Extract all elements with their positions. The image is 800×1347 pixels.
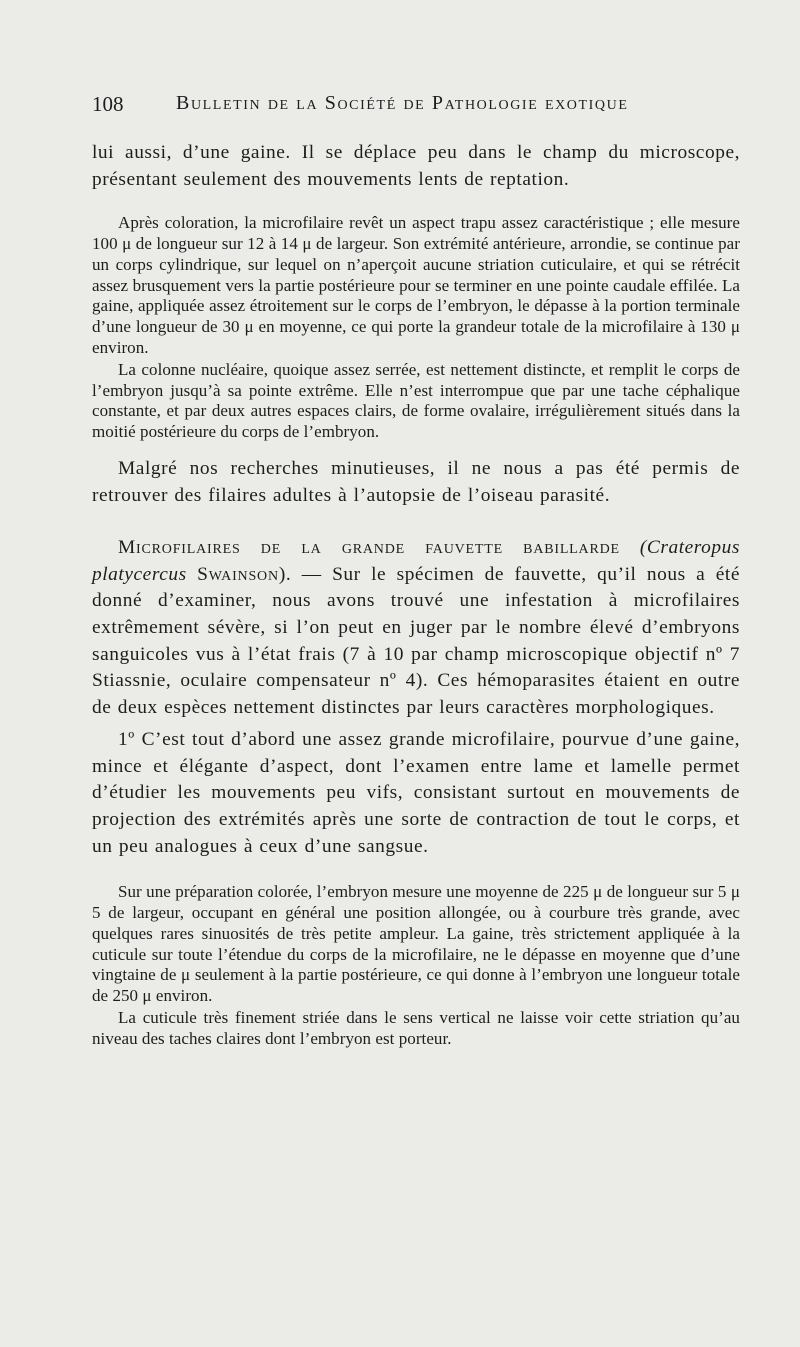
paragraph-7: Sur une préparation colorée, l’embryon mesure une moyenne de 225 μ de longueur sur 5 μ 5 de largeur, occupant en général une position allongée, ou à courbure très grande, avec quelques rares sinuosités de très petite ampleur. La gaine, très strictement appliquée à la cuticule sur toute l’étendue du corps de la microfilaire, ne le dépasse en moyenne que d’une vingtaine de μ seulement à la partie postérieure, ce qui donne à l’embryon une longueur totale de 250 μ environ.	[92, 882, 740, 1006]
paragraph-1: lui aussi, d’une gaine. Il se déplace peu dans le champ du microscope, présentant seulement des mouvements lents de reptation.	[92, 142, 740, 190]
paragraph-5-text: ). — Sur le spécimen de fauvette, qu’il nous a été donné d’examiner, nous avons trouvé une infestation à microfilaires extrêmement sévère, si l’on peut en juger par le nombre élevé d’embryons sanguicoles vus à l’état frais (7 à 10 par champ microscopique objectif nº 7 Stiassnie, oculaire compensateur nº 4). Ces hémoparasites étaient en outre de deux espèces nettement distinctes par leurs caractères morphologiques.	[92, 563, 740, 718]
article-body	[92, 140, 740, 1050]
section-heading: Microfilaires de la grande fauvette babillarde	[118, 537, 620, 559]
running-title: Bulletin de la Société de Pathologie exotique	[176, 92, 629, 114]
paragraph-8: La cuticule très finement striée dans le sens vertical ne laisse voir cette striation qu’au niveau des taches claires dont l’embryon est porteur.	[92, 1008, 740, 1048]
paragraph-6: 1º C’est tout d’abord une assez grande microfilaire, pourvue d’une gaine, mince et élégante d’aspect, dont l’examen entre lame et lamelle permet d’étudier les mouvements peu vifs, consistant surtout en mouvements de projection des extrémités après une sorte de contraction de tout le corps, et un peu analogues à ceux d’une sangsue.	[92, 729, 740, 857]
paragraph-3: La colonne nucléaire, quoique assez serrée, est nettement distincte, et remplit le corps de l’embryon jusqu’à sa pointe extrême. Elle n’est interrompue que par une tache céphalique constante, et par deux autres espaces clairs, de forme ovalaire, irrégulièrement situés dans la moitié postérieure du corps de l’embryon.	[92, 359, 740, 442]
paragraph-4: Malgré nos recherches minutieuses, il ne nous a pas été permis de retrouver des filaires adultes à l’autopsie de l’oiseau parasité.	[92, 457, 740, 506]
paragraph-2: Après coloration, la microfilaire revêt un aspect trapu assez caractéristique ; elle mesure 100 μ de longueur sur 12 à 14 μ de largeur. Son extrémité antérieure, arrondie, se continue par un corps cylindrique, sur lequel on n’aperçoit aucune striation cuticulaire, et qui se rétrécit assez brusquement vers la partie postérieure pour se terminer en une pointe caudale effilée. La gaine, appliquée assez étroitement sur le corps de l’embryon, le dépasse à la portion terminale d’une longueur de 30 μ en moyenne, ce qui porte la grandeur totale de la microfilaire à 130 μ environ.	[92, 213, 740, 357]
species-author: Swainson	[197, 563, 279, 585]
running-header	[92, 92, 652, 118]
species-name: (Crateropus platycercus	[92, 537, 740, 585]
page-number: 108	[92, 92, 124, 116]
paragraph-5	[92, 535, 740, 721]
